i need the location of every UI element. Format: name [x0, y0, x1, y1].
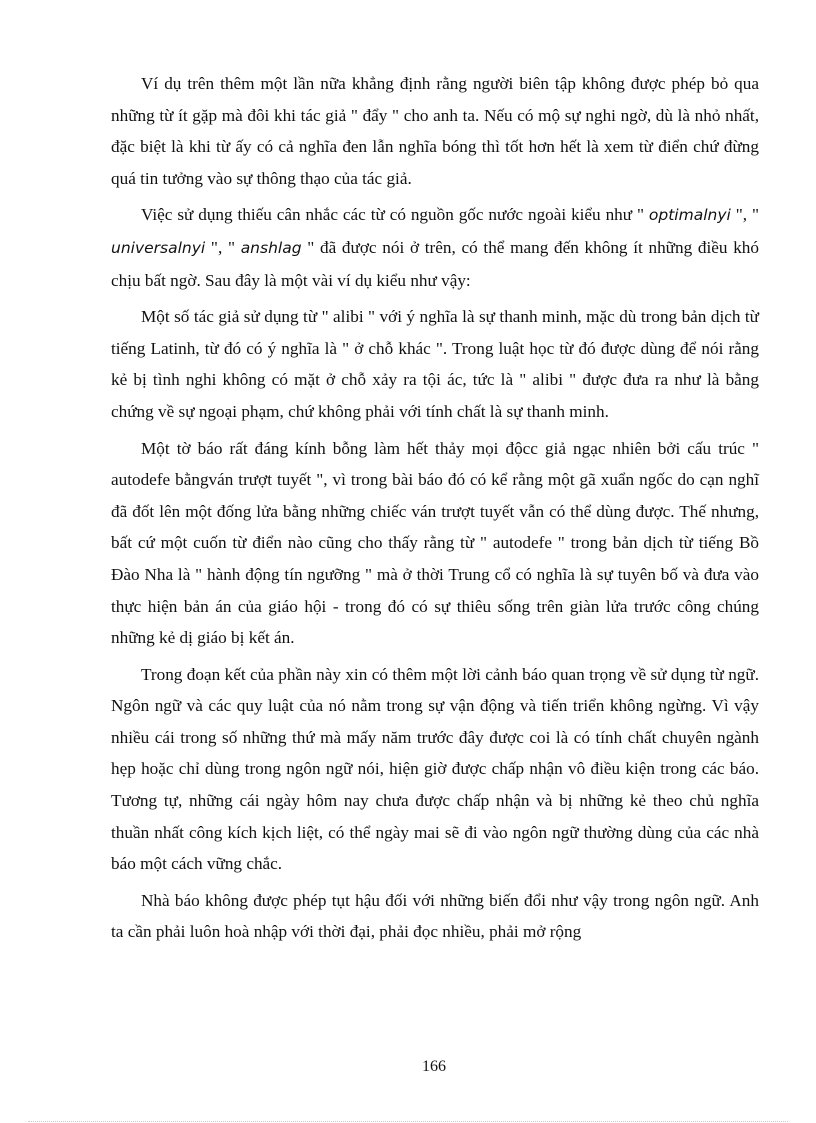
paragraph-4	[111, 433, 759, 654]
paragraph-text: ", "	[205, 237, 241, 257]
paragraph-text: Một tờ báo rất đáng kính bỗng làm hết thảy mọi độcc giả ngạc nhiên bởi cấu trúc " autodefe bằngván trượt tuyết ", vì trong bài báo đó có kể rằng một gã xuẩn ngốc do cạn nghĩ đã đốt lên một đống lửa bằng những chiếc ván trượt tuyết vẫn có thể dùng được. Thế nhưng, bất cứ một cuốn từ điển nào cũng cho thấy rằng từ " autodefe " trong bản dịch từ tiếng Bồ Đào Nha là " hành động tín ngưỡng " mà ở thời Trung cổ có nghĩa là sự tuyên bố và đưa vào thực hiện bản án của giáo hội - trong đó có sự thiêu sống trên giàn lửa trước công chúng những kẻ dị giáo bị kết án.	[111, 438, 759, 648]
page-number: 166	[422, 1058, 446, 1075]
paragraph-1	[111, 68, 759, 194]
paragraph-text: Ví dụ trên thêm một lần nữa khẳng định rằng người biên tập không được phép bỏ qua những từ ít gặp mà đôi khi tác giả " đẩy " cho anh ta. Nếu có mộ sự nghi ngờ, dù là nhỏ nhất, đặc biệt là khi từ ấy có cả nghĩa đen lẫn nghĩa bóng thì tốt hơn hết là xem từ điển chứ đừng quá tin tưởng vào sự thông thạo của tác giả.	[111, 74, 759, 188]
italic-term-anshlag: anshlag	[240, 238, 302, 257]
paragraph-text: " đã được nói ở trên, có thể mang đến không ít những điều khó chịu bất ngờ. Sau đây là một vài ví dụ kiểu như vậy:	[111, 237, 759, 290]
paragraph-5	[111, 659, 759, 880]
paragraph-text: Nhà báo không được phép tụt hậu đối với những biến đổi như vậy trong ngôn ngữ. Anh ta cần phải luôn hoà nhập với thời đại, phải đọc nhiều, phải mở rộng	[111, 890, 759, 942]
paragraph-text: Việc sử dụng thiếu cân nhắc các từ có nguồn gốc nước ngoài kiểu như "	[141, 205, 649, 225]
body-text	[111, 68, 759, 953]
paragraph-text: ", "	[730, 205, 759, 225]
page-bottom-divider	[28, 1121, 788, 1122]
paragraph-2	[111, 199, 759, 296]
paragraph-6	[111, 885, 759, 948]
paragraph-text: Một số tác giả sử dụng từ " alibi " với ý nghĩa là sự thanh minh, mặc dù trong bản dịch từ tiếng Latinh, từ đó có ý nghĩa là " ở chỗ khác ". Trong luật học từ đó được dùng để nói rằng kẻ bị tình nghi không có mặt ở chỗ xảy ra tội ác, tức là " alibi " được đưa ra như là bằng chứng về sự ngoại phạm, chứ không phải với tính chất là sự thanh minh.	[111, 307, 759, 421]
italic-term-universalnyi: universalnyi	[111, 238, 206, 257]
italic-term-optimalnyi: optimalnyi	[648, 206, 731, 225]
paragraph-3	[111, 301, 759, 427]
paragraph-text: Trong đoạn kết của phần này xin có thêm một lời cảnh báo quan trọng về sử dụng từ ngữ. Ngôn ngữ và các quy luật của nó nằm trong sự vận động và tiến triển không ngừng. Vì vậy nhiều cái trong số những thứ mà mấy năm trước đây được coi là có tính chất chuyên ngành hẹp hoặc chỉ dùng trong ngôn ngữ nói, hiện giờ được chấp nhận vô điều kiện trong các báo. Tương tự, những cái ngày hôm nay chưa được chấp nhận và bị những kẻ theo chủ nghĩa thuần nhất công kích kịch liệt, có thể ngày mai sẽ đi vào ngôn ngữ thường dùng của các nhà báo một cách vững chắc.	[111, 664, 759, 874]
